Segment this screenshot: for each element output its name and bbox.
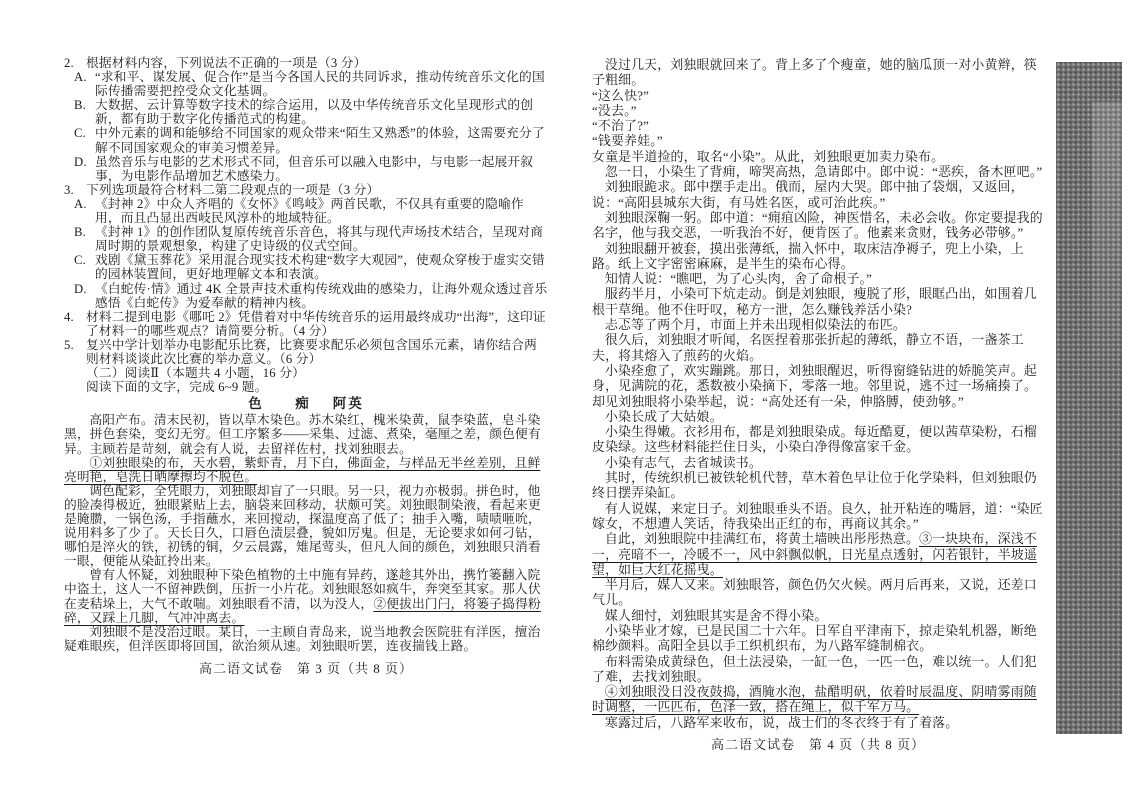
option-text: 《封神 2》中众人齐唱的《女怀》《鸣岐》两首民歌，不仅具有重要的隐喻作用，而且凸显出西岐民风淳朴的地域特征。 [95,196,524,226]
story-paragraph [592,287,1044,318]
text-segment: 刘独眼深鞠一躬。郎中道：“痈疽凶险，神医惜名，未必会收。你定要提我的名字，他与我交恶，一听我治不好，便肯医了。他素来贪财，钱务必带够。” [592,210,1043,241]
underlined-sentence: ②便拔出门闩，将篓子捣得粉碎，又踩上几脚，气冲冲离去。 [64,596,541,625]
text-segment: 很久后，刘独眼才听闻，名医捏着那张折起的薄纸，静立不语，一盏茶工夫，将其熔入了煎药的火焰。 [592,333,1024,363]
scanner-edge-band [1056,62,1122,734]
option-text: 《白蛇传·情》通过 4K 全景声技术重构传统戏曲的感染力，让海外观众透过音乐感悟《白蛇传》为爱奉献的精神内核。 [95,281,548,310]
question-number: 4. [64,309,74,324]
story-paragraph [592,471,1044,502]
text-segment: 其时，传统织机已被铁轮机代替，草木着色早让位于化学染料，但刘独眼仍终日摆弄染缸。 [592,471,1037,501]
question-option [64,70,548,98]
story-paragraph [592,502,1044,533]
question-option [64,126,548,154]
question-stem: 根据材料内容，下列说法不正确的一项是（3 分） [86,56,367,70]
text-segment: 小染毕业才嫁，已是民国二十六年。日军自平津南下，掠走染轧机器，断绝棉纱颜料。高阳全县以手工织机织布，为八路军缝制棉衣。 [592,623,1037,654]
text-segment: “这么快?” [592,88,650,103]
story-paragraph [592,119,1044,134]
story-paragraph [592,104,1044,119]
text-segment: 忐忑等了两个月，市面上并未出现相似染法的布匹。 [604,318,906,333]
story-paragraph [592,58,1044,89]
story-paragraph [592,272,1044,287]
underlined-sentence: ③一块块布，深浅不一，亮暗不一，冷暖不一，风中斜飘似帆，日光星点透射，闪若银针，半坡遥望，如巨大红花摇曳。 [592,532,1038,577]
text-segment: 知情人说：“瞧吧，为了心头肉，舍了命根子。” [604,272,873,287]
question-stem: 材料二提到电影《哪吒 2》凭借着对中华传统音乐的运用最终成功“出海”，这印证了材料一的哪些观点？请简要分析。（4 分） [86,309,546,338]
story-paragraph [592,180,1044,211]
text-segment: 刘独眼翻开被套，摸出张薄纸，揣入怀中，取床洁净褥子，兜上小染，上路。纸上文字密密麻麻，是半生的染布心得。 [592,241,1024,271]
question-number: 2. [64,56,74,70]
story-paragraph [592,655,1044,686]
text-segment: 有人说媒，来定日子。刘独眼垂头不语。良久，扯开粘连的嘴唇，道：“染匠嫁女，不想遭人笑话，待我染出正红的布，再商议其余。” [592,501,1043,531]
option-text: 大数据、云计算等数字技术的综合运用，以及中华传统音乐文化呈现形式的创新，都有助于数字化传播范式的构建。 [95,98,534,127]
text-segment: 布料需染成黄绿色，但土法浸染，一缸一色，一匹一色，难以统一。人们犯了难，去找刘独眼。 [592,654,1037,684]
text-segment: 自此，刘独眼院中挂满红布，将黄土墙映出彤彤热意。 [604,532,920,547]
option-label: A. [74,70,87,85]
question-option [64,253,548,281]
story-paragraph [592,89,1044,104]
page-4 [592,58,1044,752]
text-segment: “不治了?” [592,119,650,134]
text-segment: “钱要养娃。” [592,134,663,149]
option-text: “求和平、谋发展、促合作”是当今各国人民的共同诉求，推动传统音乐文化的国际传播需要把控受众文化基调。 [95,70,545,99]
question-option [64,155,548,183]
section-heading: （二）阅读Ⅱ（本题共 4 小题，16 分） [86,366,305,381]
story-body-right [592,58,1044,731]
text-segment: 刘独眼跪求。郎中摆手走出。俄而，屋内大哭。郎中抽了袋烟，又返回，说：“高阳县城东大街，有马姓名医，或可治此疾。” [592,180,1024,210]
text-segment: 小染有志气，去省城读书。 [604,455,762,470]
option-text: 虽然音乐与电影的艺术形式不同，但音乐可以融入电影中，与电影一起展开叙事，为电影作品增加艺术感染力。 [95,154,534,183]
story-paragraph [592,685,1044,716]
option-label: D. [74,154,87,169]
text-segment: “没去。” [592,103,637,118]
option-label: B. [74,98,87,113]
story-paragraph [592,211,1044,242]
question-option [64,225,548,253]
story-paragraph [64,413,548,455]
question [64,338,548,366]
question [64,183,548,197]
underlined-sentence: ①刘独眼染的布，天水碧，紫虾青，月下白，佛面金，与样品无半丝差别，且鲜亮明艳，皂洗日晒摩擦均不脱色。 [64,455,541,484]
story-author: 阿英 [332,396,364,412]
option-label: A. [74,196,87,211]
option-text: 《封神 1》的创作团队复原传统音乐音色，将其与现代声场技术结合，呈现对商周时期的景观想象，构建了史诗级的仪式空间。 [95,225,544,254]
option-label: D. [74,281,87,296]
question-option [64,98,548,126]
text-segment: 高阳产布。清末民初，皆以草木染色。苏木染红，槐米染黄，鼠李染蓝，皂斗染黑，拼色套染，变幻无穷。但工序繁多——采集、过滤、煮染，毫厘之差，颜色便有异。主顾若是苛刻，就会有人说，去留祥佐村，找刘独眼去。 [64,413,541,456]
question-option [64,197,548,225]
text-segment: 忽一日，小染生了背痈，啼哭高热，急请郎中。郎中说：“恶疾，备木匣吧。” [604,165,1043,180]
text-segment: 女童是半道捡的，取名“小染”。从此，刘独眼更加卖力染布。 [592,149,945,164]
story-paragraph [592,425,1044,456]
text-segment: 半月后，媒人又来。刘独眼答，颜色仍欠火候。两月后再来，又说，还差口气儿。 [592,578,1037,608]
story-paragraph [592,364,1044,410]
text-segment: 服药半月，小染可下炕走动。倒是刘独眼，瘦脱了形，眼眶凸出，如围着几根干草绳。他不住吁叹，秘方一泄，怎么赚钱养活小染? [592,287,1037,317]
story-body-left [64,413,548,653]
text-segment: 调色配彩，全凭眼力，刘独眼却盲了一只眼。另一只，视力亦极弱。拼色时，他的脸凑得极近，独眼紧贴上去，脑袋来回移动，状颇可笑。刘独眼制染液，看起来更是腌臜，一锅色汤，手指蘸水，来回搅动，探温度高了低了；抽手入嘴，啧啧咂吮，说用料多了少了。天长日久，口唇色渍层叠，貌如厉鬼。但是，无论要求如何刁钻，哪怕是淬火的铁，初锈的铜，夕云晨露，雉尾莺头，但凡人间的颜色，刘独眼只消看一眼，便能从染缸拎出来。 [64,483,541,569]
story-paragraph [592,242,1044,273]
story-paragraph [592,410,1044,425]
story-paragraph [592,532,1044,578]
question-stem: 下列选项最符合材料二第二段观点的一项是（3 分） [86,182,380,197]
story-paragraph [64,568,548,624]
text-segment: 寒露过后，八路军来收布，说，战士们的冬衣终于有了着落。 [604,715,959,730]
story-paragraph [64,456,548,484]
text-segment: 曾有人怀疑，刘独眼种下染色植物的土中施有异药，遂趁其外出，携竹篓翻入院中盗土，这人一不留神跌倒，压折一小片花。刘独眼怒如疯牛，奔突至其家。那人伏在麦秸垛上，大气不敢喘。刘独眼看不清，以为没人， [64,568,541,611]
option-label: B. [74,225,87,240]
story-paragraph [64,484,548,569]
story-paragraph [592,624,1044,655]
story-paragraph [592,318,1044,333]
text-segment: 刘独眼不是没治过眼。某日，一主顾自青岛来，说当地教会医院驻有洋医，擅治疑难眼疾，但洋医即将回国，欲治须从速。刘独眼听罢，连夜揣钱上路。 [64,624,541,653]
story-paragraph [592,150,1044,165]
question-number: 3. [64,182,74,197]
page-3 [64,56,548,676]
option-label: C. [74,126,87,141]
story-paragraph [592,165,1044,180]
story-paragraph [592,609,1044,624]
page-4-footer: 高二语文试卷 第 4 页（共 8 页） [710,737,925,753]
story-title-text: 色 痴 [248,396,319,412]
question-list [64,56,548,366]
question [64,56,548,70]
story-paragraph [592,716,1044,731]
question-stem: 复兴中学计划举办电影配乐比赛，比赛要求配乐必须包含国乐元素，请你结合两则材料谈谈此次比赛的举办意义。（6 分） [86,337,538,366]
story-paragraph [592,456,1044,471]
question-option [64,282,548,310]
question [64,310,548,338]
story-paragraph [592,134,1044,149]
section-instruction: 阅读下面的文字，完成 6~9 题。 [86,380,268,395]
option-text: 戏剧《黛玉葬花》采用混合现实技术构建“数字大观园”，使观众穿梭于虚实交错的园林装置间，更好地理解文本和表演。 [95,253,545,282]
story-paragraph [592,578,1044,609]
text-segment: 小染痊愈了，欢实蹦跳。那日，刘独眼醒迟，听得窗缝钻进的娇脆笑声。起身，见满院的花，悉数被小染摘下，零落一地。邻里说，逃不过一场痛揍了。却见刘独眼将小染举起，说：“高处还有一朵，伸胳膊，使劲够。” [592,363,1038,409]
underlined-sentence: ④刘独眼没日没夜鼓捣，酒腌水泡，盐醋明矾，依着时辰温度、阴晴雾雨随时调整，一匹匹布，色泽一致，搭在绳上，似千军万马。 [592,685,1037,715]
option-text: 中外元素的调和能够给不同国家的观众带来“陌生又熟悉”的体验，这需要充分了解不同国家观众的审美习惯差异。 [95,126,545,155]
text-segment: 媒人细忖，刘独眼其实是舍不得小染。 [604,608,828,623]
option-label: C. [74,253,87,268]
story-paragraph [592,333,1044,364]
story-paragraph [64,625,548,653]
text-segment: 小染生得嫩。衣衫用布，都是刘独眼染成。每近酷夏，便以茜草染粉，石榴皮染绿。这些材料能拦住日头，小染白净得像富家千金。 [592,425,1037,455]
story-title [64,394,548,413]
text-segment: 小染长成了大姑娘。 [604,409,723,424]
question-number: 5. [64,337,74,352]
text-segment: 没过几天，刘独眼就回来了。背上多了个瘦童，她的脑瓜顶一对小黄辫，筷子粗细。 [592,58,1037,88]
page-3-footer: 高二语文试卷 第 3 页（共 8 页） [198,660,413,676]
